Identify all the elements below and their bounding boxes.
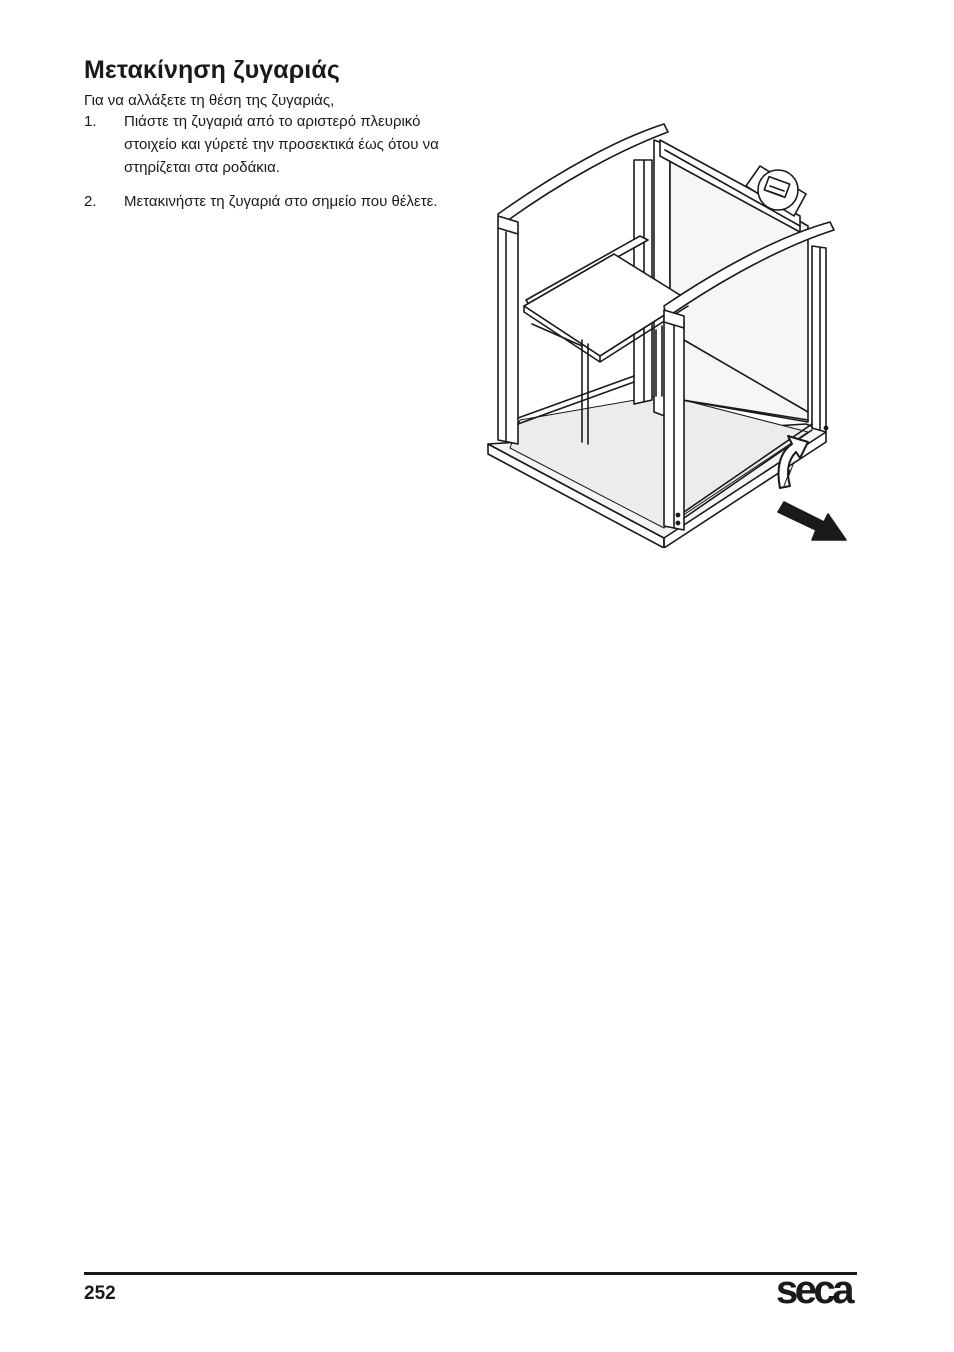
brand-logo: seca — [776, 1268, 851, 1312]
step-item — [84, 190, 464, 213]
step-item — [84, 110, 464, 179]
page-number: 252 — [84, 1283, 116, 1304]
move-arrow-icon — [778, 502, 846, 540]
step-number: 1. — [84, 113, 97, 130]
base-platform — [488, 395, 826, 548]
step-text: Μετακινήστε τη ζυγαριά στο σημείο που θέλετε. — [124, 193, 438, 210]
page-title: Μετακίνηση ζυγαριάς — [84, 56, 340, 84]
footer-rule — [84, 1272, 857, 1275]
steps-list — [84, 110, 464, 224]
step-text: Πιάστε τη ζυγαριά από το αριστερό πλευρικό στοιχείο και γύρετέ την προσεκτικά έως ότου να στηρίζεται στα ροδάκια. — [124, 113, 439, 176]
step-number: 2. — [84, 193, 97, 210]
intro-text: Για να αλλάξετε τη θέση της ζυγαριάς, — [84, 92, 335, 109]
scale-illustration — [484, 118, 854, 548]
